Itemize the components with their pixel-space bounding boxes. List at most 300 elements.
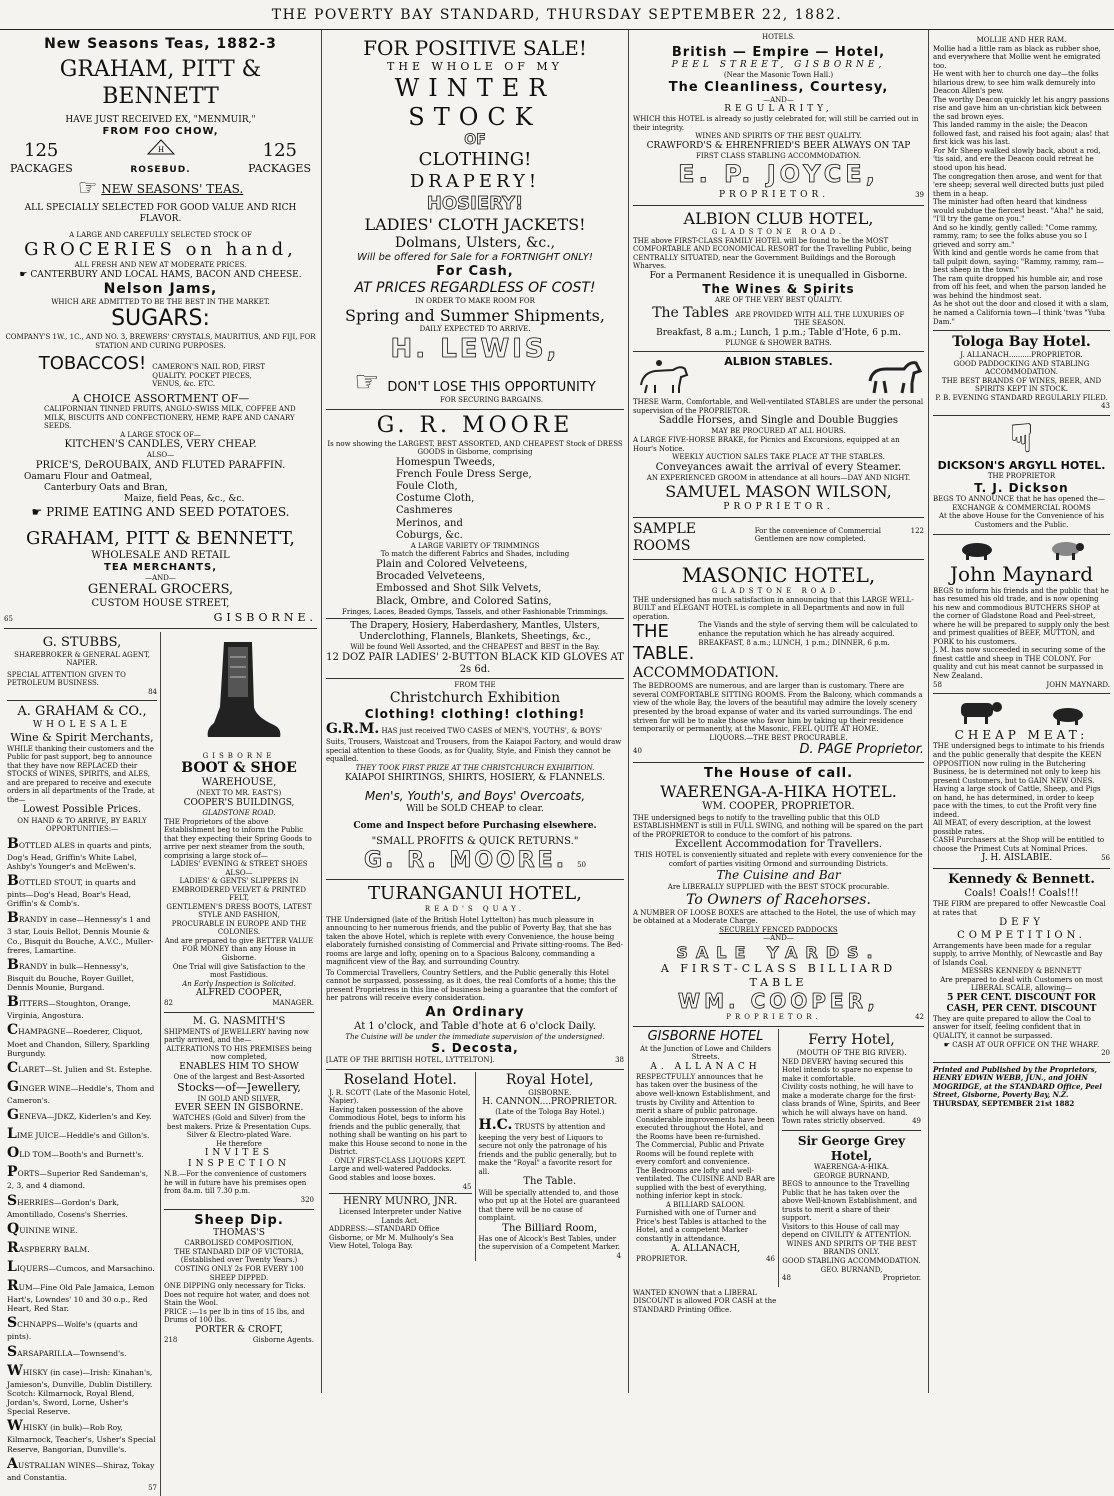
moore-match: To match the different Fabrics and Shades, including [380, 550, 570, 559]
gisborne-hotel-ad [633, 1029, 779, 1287]
boot-icon [194, 637, 284, 747]
list-item: CLARET—St. Julien and St. Estephe. [7, 1059, 153, 1076]
and-line: —AND— [145, 573, 176, 582]
house-call-liberally: Are LIBERALLY SUPPLIED with the BEST STOCK procurable. [667, 883, 890, 892]
svg-text:H: H [157, 145, 164, 154]
grey-text: BEGS to announce to the Travelling Public that he has taken over the above Well-known Establishment, and trusts to merit a share of their support. [782, 1180, 917, 1223]
tobaccos-heading: TOBACCOS! [38, 353, 147, 375]
albion-tables: The Tables [652, 304, 729, 321]
poem-stanza: And so he kindly, gently called: "Come rammy, rammy, ram; to see the folks abuse you so I grieved and sorry am." [933, 223, 1098, 249]
list-item: BRANDY in case—Hennessy's 1 and 3 star, Louis Bellot, Dennis Mounie & Co., Bisquit du Bouche, A.V.C., Muller-freres, Lamartine. [7, 910, 154, 955]
gisborne-hotel-bedrooms: The Bedrooms are lofty and well-ventilated. The CUISINE AND BAR are supplied with the best of everything, nothing inferior kept in stock. [636, 1166, 775, 1201]
british-wines: WINES AND SPIRITS OF THE BEST QUALITY. [695, 132, 862, 141]
poem-title: MOLLIE AND HER RAM. [976, 36, 1067, 44]
albion-text: THE above FIRST-CLASS FAMILY HOTEL will be found to be the MOST COMFORTABLE AND ECONOMICAL RESORT for the Travelling Public, being CENTRALLY SITUATED, near the Government Buildings and the Borough Wharves. [633, 236, 912, 271]
horse-and-rider-icon [633, 355, 693, 398]
boot-procurable: PROCURABLE IN EUROPE AND THE COLONIES. [171, 919, 307, 937]
royal-ad [476, 1072, 625, 1261]
list-item: Cashmeres [396, 505, 453, 517]
boot-gents: GENTLEMEN'S DRESS BOOTS, LATEST STYLE AND FASHION, [166, 902, 312, 920]
newspaper-page [0, 30, 1114, 1492]
lewis-drapery: DRAPERY! [409, 171, 541, 193]
nasmith-ad [164, 1013, 314, 1210]
ferry-nothing: Civility costs nothing, he will have to make a moderate charge for the first-class brands of Wine, Spirits, and Beer which he will always have on hand. [782, 1083, 921, 1117]
sample-name: SAMPLE ROOMS [633, 520, 696, 554]
turanganui-at: At 1 o'clock, and Table d'hote at 6 o'clock Daily. [354, 1020, 596, 1032]
moore-kaiapoi: KAIAPOI SHIRTINGS, SHIRTS, HOSIERY, & FLANNELS. [344, 772, 605, 783]
sheep-number: 218 [164, 1335, 178, 1344]
kennedy-text: THE FIRM are prepared to offer Newcastle Coal at rates that [933, 900, 1106, 917]
grey-place: WAERENGA-A-HIKA. [813, 1163, 890, 1172]
poem-stanza: Mollie had a little ram as black as rubber shoe, and everywhere that Mollie went he emigrated too. [933, 44, 1101, 70]
masonic-number: 40 [633, 747, 642, 756]
moore-from: FROM THE [454, 681, 496, 690]
house-call-situated: THIS HOTEL is conveniently situated and replete with every convenience for the comfort of parties visiting Ormond and surrounding Districts. [634, 851, 923, 868]
gisborne-hotel-saloon: A BILLIARD SALOON. [665, 1200, 746, 1209]
masonic-liquors: LIQUORS.—THE BEST PROCURABLE. [709, 733, 848, 742]
dickson-td: T. J. Dickson [974, 480, 1069, 495]
moore-name-2: G. R. MOORE. [364, 848, 568, 874]
albion-baths: PLUNGE & SHOWER BATHS. [725, 338, 832, 347]
wanted-known-ad: WANTED KNOWN that a LIBERAL DISCOUNT is allowed FOR CASH at the STANDARD Printing Office. [633, 1288, 777, 1314]
turanganui-cuisine: The Cuisine will be under the immediate supervision of the undersigned. [345, 1032, 605, 1041]
british-empire-ad [633, 42, 924, 206]
moore-come: Come and Inspect before Purchasing elsewhere. [353, 821, 597, 832]
list-item: BITTERS—Stoughton, Orange, Virginia, Angostura. [7, 994, 131, 1021]
ferry-text: NED DEVERY having secured this Hotel intends to spare no expense to make it comfortable. [782, 1057, 913, 1083]
british-clean: The Cleanliness, Courtesy, [668, 79, 889, 95]
gisborne-hotel-name: GISBORNE HOTEL [647, 1029, 764, 1045]
royal-late: (Late of the Tologa Bay Hotel.) [495, 1108, 605, 1117]
column-4 [929, 30, 1114, 1393]
tologa-paddocking: GOOD PADDOCKING AND STABLING ACCOMMODATION. [953, 359, 1090, 377]
list-item: BOTTLED ALES in quarts and pints, Dog's Head, Griffin's White Label, Ashby's Younger's and McEwen's. [7, 835, 152, 871]
packages-left: PACKAGES [10, 161, 73, 175]
tologa-bay-ad [933, 331, 1110, 416]
nasmith-gold: IN GOLD AND SILVER, [197, 1094, 281, 1103]
masonic-page: D. PAGE Proprietor. [799, 742, 924, 758]
imprint [933, 1063, 1110, 1109]
column-3 [629, 30, 929, 1393]
sheep-standard: THE STANDARD DIP OF VICTORIA, [174, 1247, 304, 1256]
gisborne-hotel-rooms: The Commercial, Public and Private Rooms will be found replete with every comfort and convenience. [636, 1141, 764, 1167]
hand-icon-2: ☛ [31, 505, 43, 519]
from-line: FROM FOO CHOW, [102, 125, 219, 137]
column-2 [322, 30, 629, 1393]
cheap-name: CHEAP MEAT: [954, 727, 1089, 742]
royal-town: GISBORNE. [528, 1088, 572, 1097]
turanganui-late: [LATE OF THE BRITISH HOTEL, LYTTELTON]. [326, 1056, 495, 1065]
agraham-wholesale: WHOLESALE [32, 720, 132, 731]
lewis-securing: FOR SECURING BARGAINS. [440, 396, 544, 405]
selected-line: ALL SPECIALLY SELECTED FOR GOOD VALUE AND RICH FLAVOR. [24, 202, 297, 224]
moore-assorted: Will be found Well Assorted, and the CHEAPEST and BEST in the Bay. [350, 643, 600, 652]
list-item: SHERRIES—Gordon's Dark, Amontillado, Cosens's Sherries. [7, 1192, 128, 1219]
boot-prepared: And are prepared to give BETTER VALUE FOR MONEY than any House in Gisborne. [164, 936, 314, 963]
oamaru-flour: Oamaru Flour and Oatmeal, [24, 472, 153, 483]
munro-name: HENRY MUNRO, JNR. [343, 1196, 458, 1208]
ferry-name: Ferry Hotel, [808, 1032, 895, 1049]
moore-sold: Will be SOLD CHEAP to clear. [406, 804, 544, 815]
tologa-number: 43 [1101, 402, 1110, 411]
masonic-name: MASONIC HOTEL, [681, 562, 876, 587]
cheap-text-2: Having a large stock of Cattle, Sheep, and Pigs on hand, he has determined, in order to keep pace with the times, to cut the Profit very fine indeed. [933, 785, 1101, 819]
munro-address: ADDRESS:—STANDARD Office Gisborne, or Mr M. Mulhooly's Sea View Hotel, Tologa Bay. [329, 1225, 454, 1251]
column-1 [0, 30, 322, 1492]
nasmith-stocks: Stocks—of—Jewellery, [177, 1081, 301, 1095]
grey-wines: WINES AND SPIRITS OF THE BEST BRANDS ONLY. [786, 1239, 917, 1257]
british-beer: CRAWFORD'S & EHRENFRIED'S BEER ALWAYS ON TAP [646, 140, 911, 151]
poem-stanza: This landed rammy in the aisle; the Deacon followed fast, and raised his foot again; alas! that first kick was his last. [933, 121, 1109, 147]
ferry-number: 49 [912, 1117, 921, 1126]
lewis-offered: Will be offered for Sale for a FORTNIGHT ONLY! [357, 251, 593, 263]
list-item: Brocaded Velveteens, [376, 571, 486, 583]
qty-left: 125 [24, 139, 59, 161]
grey-hotel-ad [782, 1131, 921, 1287]
tologa-name: Tologa Bay Hotel. [952, 334, 1091, 351]
stables-proprietor: PROPRIETOR. [723, 501, 834, 512]
maynard-jm: J. M. has now succeeded in securing some of the finest cattle and sheep in THE COLONY. For quality and cut his meat cannot be surpassed in New Zealand. [933, 646, 1106, 680]
cheap-cash: CASH Purchasers at the Shop will be entitled to choose the Primest Cuts at Nominal Prices. [933, 836, 1105, 853]
kennedy-deal: Are prepared to deal with Customers on most LIBERAL SCALE, allowing— [940, 975, 1103, 993]
agraham-name: A. GRAHAM & CO., [17, 704, 147, 720]
moore-gloves: 12 DOZ PAIR LADIES' 2-BUTTON BLACK KID GLOVES AT 2s 6d. [326, 651, 624, 675]
potatoes-line: PRIME EATING AND SEED POTATOES. [46, 505, 290, 519]
albion-breakfast: Breakfast, 8 a.m.; Lunch, 1 p.m.; Table d'Hote, 6 p.m. [656, 327, 901, 338]
cheap-text: THE undersigned begs to intimate to his friends and the public generally that despite the KEEN OPPOSITION now ruling in the Butchering Business, he is determined not only to keep his present Customers, but to GAIN NEW ONES. [933, 742, 1105, 785]
tologa-filed: P. B. EVENING STANDARD REGULARLY FILED. [935, 393, 1108, 402]
albion-name: ALBION CLUB HOTEL, [683, 208, 874, 228]
poem-stanza: He went with her to church one day—the folks hilarious drew, to see him walk demurely into Deacon Allen's pew. [933, 70, 1099, 96]
boot-early: An Early Inspection is Solicited. [182, 979, 296, 988]
turanganui-text-2: To Commercial Travellers, Country Settlers, and the Public generally this Hotel cannot be surpassed, possessing, as it does, the real Comforts of a home; this the present Proprietress in this line of business being a guarantee that the comfort of her patrons will receive every consideration. [326, 968, 618, 1003]
admitted-line: WHICH ARE ADMITTED TO BE THE BEST IN THE MARKET. [51, 297, 270, 306]
moore-name: G. R. MOORE [376, 412, 574, 438]
canterbury-oats: Canterbury Oats and Bran, [44, 483, 168, 494]
cow-icon [955, 697, 1003, 728]
nasmith-watches: WATCHES (Gold and Silver) from the best makers. Prize & Presentation Cups. Silver & Electro-plated Ware. [166, 1114, 312, 1140]
list-item: QUININE WINE. [7, 1220, 78, 1237]
ferry-town: Town rates strictly observed. [782, 1117, 886, 1126]
sheep-one: ONE DIPPING only necessary for Ticks. Does not require hot water, and does not Stain the Wool. [164, 1282, 310, 1308]
masonic-table-text: The Viands and the style of serving them will be calculated to enhance the reputation which he has already acquired. BREAKFAST, 8 a.m.; LUNCH, 1 p.m.; DINNER, 6 p.m. [698, 621, 918, 647]
british-stabling: FIRST CLASS STABLING ACCOMMODATION. [696, 151, 861, 160]
turanganui-text: THE Undersigned (late of the British Hotel Lyttelton) has much pleasure in announcing to her numerous friends, and the public of Poverty Bay, that she has taken the above Hotel, which is replete with every Convenience, the house being elaborately furnished consisting of Commercial and Private sitting-rooms. The Bed-rooms are large and lofty, opening on to a Spacious Balcony, commanding a magnificent view of the Bay, and surrounding Country. [326, 915, 623, 967]
kennedy-number: 20 [1101, 1049, 1110, 1058]
list-item: Plain and Colored Velveteens, [376, 558, 528, 570]
cheap-aislabie: J. H. AISLABIE. [981, 853, 1053, 864]
cheap-number: 56 [1101, 854, 1110, 863]
kitchen-candles: KITCHEN'S CANDLES, VERY CHEAP. [64, 439, 257, 451]
roseland-name: Roseland Hotel. [343, 1071, 457, 1088]
nasmith-largest: One of the largest and Best-Assorted [173, 1072, 305, 1081]
list-item: LIME JUICE—Heddle's and Gillon's. [7, 1126, 150, 1143]
boot-slippers: LADIES' & GENTS' SLIPPERS IN EMBROIDERED VELVET & PRINTED FELT, [172, 877, 306, 903]
dickson-exchange: EXCHANGE & COMMERCIAL ROOMS [952, 503, 1091, 512]
lewis-dolmans: Dolmans, Ulsters, &c., [394, 234, 556, 251]
kennedy-arrangements: Arrangements have been made for a regular supply, to arrive Monthly, of Newcastle and Bay of Islands Coal. [933, 941, 1103, 967]
dickson-ad [933, 416, 1110, 535]
agraham-on-hand: ON HAND & TO ARRIVE, BY EARLY OPPORTUNITIES:— [17, 816, 147, 834]
stables-saddle: Saddle Horses, and Single and Double Buggies [658, 415, 899, 427]
maynard-number: 58 [933, 680, 942, 689]
maize-peas: Maize, field Peas, &c., &c. [124, 494, 245, 505]
lewis-ladies: LADIES' CLOTH JACKETS! [364, 215, 586, 235]
moore-drapery: The Drapery, Hosiery, Haberdashery, Mantles, Ulsters, Underclothing, Flannels, Blankets, Sheetings, &c., [350, 621, 600, 643]
dickson-above: At the above House for the Convenience of his Customers and the Public. [939, 512, 1104, 530]
hand-icon: ☛ [19, 269, 28, 280]
grey-stabling: GOOD STABLING ACCOMMODATION. [782, 1256, 921, 1265]
stables-conveyances: Conveyances await the arrival of every Steamer. [655, 461, 902, 473]
large-stock-of: A LARGE STOCK OF— [120, 430, 201, 439]
albion-club-ad [633, 206, 924, 353]
sugars-heading: SUGARS: [111, 306, 210, 332]
list-item: RASPBERRY BALM. [7, 1239, 90, 1256]
stubbs-ad [7, 632, 157, 702]
agraham-list [7, 836, 157, 1482]
received-line: HAVE JUST RECEIVED EX, "MENMUIR," [65, 114, 256, 125]
moore-ad [326, 410, 624, 880]
royal-hc: H.C. [478, 1116, 513, 1133]
royal-text: TRUSTS by attention and keeping the very best of Liquors to secure not only the patronage of his friends and the public generally, but to make the "Royal" a favorite resort for all. [478, 1122, 617, 1176]
moore-clothing: Clothing! clothing! clothing! [364, 706, 586, 721]
packages-right: PACKAGES [248, 161, 311, 175]
moore-prize: THEY TOOK FIRST PRIZE AT THE CHRISTCHURCH EXHIBITION. [355, 763, 595, 772]
new-season-teas-heading: New Seasons Teas, 1882-3 [44, 36, 277, 52]
nasmith-alterations: ALTERATIONS TO HIS PREMISES being now completed, [166, 1044, 312, 1062]
gisborne-hotel-proprietor: PROPRIETOR. [636, 1254, 688, 1263]
stubbs-name: G. STUBBS, [42, 634, 122, 650]
roseland-ad [326, 1072, 476, 1261]
tobaccos-detail: CAMERON'S NAIL ROD, FIRST QUALITY. POCKET PIECES, VENUS, &c. ETC. [152, 363, 265, 389]
albion-stables-ad [633, 352, 924, 517]
agraham-lowest: Lowest Possible Prices. [22, 804, 142, 816]
gisborne-town: GISBORNE. [213, 610, 317, 624]
list-item: Foule Cloth, [396, 480, 458, 492]
boot-shoe-ad [164, 632, 314, 1013]
agraham-number: 57 [148, 1483, 157, 1492]
sheep-price: PRICE :—1s per lb in tins of 15 lbs, and Drums of 100 lbs. [164, 1307, 305, 1325]
lewis-order: IN ORDER TO MAKE ROOM FOR [415, 296, 535, 305]
sheep-carbolised: CARBOLISED COMPOSITION, [184, 1239, 294, 1248]
nasmith-number: 320 [300, 1196, 314, 1205]
tea-merchants: TEA MERCHANTS, [104, 561, 217, 573]
house-call-loose: A NUMBER OF LOOSE BOXES are attached to the Hotel, the use of which may be obtained at a Moderate Charge. [633, 908, 916, 926]
house-of-call-ad [633, 763, 924, 1027]
royal-table-text: Will be specially attended to, and those who put up at the Hotel are guaranteed that there will be no cause of complaint. [478, 1188, 620, 1223]
nasmith-ever: EVER SEEN IN GISBORNE. [174, 1103, 304, 1114]
custom-house-street: CUSTOM HOUSE STREET, [91, 598, 230, 610]
list-item: GENEVA—JDKZ, Kiderlen's and Key. [7, 1107, 152, 1124]
albion-tables-text: ARE PROVIDED WITH ALL THE LUXURIES OF THE SEASON. [735, 310, 905, 328]
maynard-text: BEGS to inform his friends and the public that he has resumed his old trade, and is now opening his new and commodious BUTCHERS SHOP at the corner of Gladstone Road and Peel-street, where he will be prepared to supply only the best and primest qualities of BEEF, MUTTON, and PORK to his customers. [933, 586, 1110, 646]
house-call-cooper: WM. COOPER, PROPRIETOR. [702, 801, 855, 813]
sheep-costing: COSTING ONLY 2s FOR EVERY 100 SHEEP DIPPED. [174, 1264, 304, 1282]
list-item: RUM—Fine Old Pale Jamaica, Lemon Hart's, Lowndes' 10 and 30 o.p., Red Heart, Red Star. [7, 1278, 155, 1314]
sugars-detail: COMPANY'S 1W., 1C., AND NO. 3, BREWERS' CRYSTALS, MAURITIUS, AND FIJI, FOR STATION AND CURING PURPOSES. [5, 333, 316, 350]
nelson-jams: Nelson Jams, [103, 280, 218, 297]
qty-right: 125 [262, 139, 297, 161]
list-item: Black, Ombre, and Colored Satins, [376, 595, 552, 607]
turanganui-ad [326, 880, 624, 1070]
boot-also: ALSO— [225, 868, 253, 877]
hotels-heading: HOTELS. [761, 33, 796, 41]
joyce-proprietor: PROPRIETOR. [718, 189, 830, 200]
list-item: LIQUERS—Cumcos, and Marsachino. [7, 1258, 155, 1275]
lewis-sale: FOR POSITIVE SALE! [363, 36, 587, 60]
british-number: 39 [915, 190, 924, 199]
boot-manager: MANAGER. [272, 999, 314, 1008]
house-call-paddocks: SECURELY FENCED PADDOCKS [719, 925, 838, 934]
kennedy-discount: 5 PER CENT. DISCOUNT FOR CASH, PER CENT. DISCOUNT [946, 992, 1097, 1014]
list-item: AUSTRALIAN WINES—Shiraz, Tokay and Constantia. [7, 1455, 155, 1482]
stubbs-title: SHAREBROKER & GENERAL AGENT, NAPIER. [14, 650, 150, 668]
british-regularity: REGULARITY, [724, 104, 833, 115]
ferry-mouth: (MOUTH OF THE BIG RIVER). [796, 1049, 907, 1058]
agraham-intro: WHILE thanking their customers and the Public for past support, beg to announce that they have now REPLACED their STOCKS of WINES, SPIRITS, and ALES, and are prepared to receive and execute orders in all departments of the Trade, at the— [7, 744, 155, 804]
large-stock-line: A LARGE AND CAREFULLY SELECTED STOCK OF [69, 230, 252, 239]
albion-best: ARE OF THE VERY BEST QUALITY. [714, 296, 843, 305]
grey-number: 48 [782, 1274, 791, 1283]
moore-goods-list [326, 457, 624, 542]
masonic-road: GLADSTONE ROAD. [711, 587, 846, 596]
choice-heading: A CHOICE ASSORTMENT OF— [71, 391, 250, 405]
poem-mollie [933, 33, 1110, 331]
lewis-spring: Spring and Summer Shipments, [345, 305, 605, 325]
nasmith-name: M. G. NASMITH'S [192, 1015, 286, 1027]
moore-showing: Is now showing the LARGEST, BEST ASSORTED, AND CHEAPEST Stock of DRESS GOODS in Gisborne, comprising [327, 439, 623, 457]
sample-text: For the convenience of Commercial Gentlemen are now completed. [754, 526, 881, 544]
munro-interpreter: Licensed Interpreter under Native Lands Act. [338, 1208, 462, 1225]
british-and: —AND— [763, 95, 794, 104]
list-item: BRANDY in bulk—Hennessy's, Bisquit du Bouche, Royer Guillet, Dennis Mounie, Burgand. [7, 956, 134, 993]
list-item: SARSAPARILLA—Townsend's. [7, 1343, 127, 1360]
house-call-name: The House of call. [703, 766, 854, 781]
royal-number: 4 [616, 1251, 621, 1260]
house-call-cooper-2: WM. COOPER, [678, 989, 879, 1014]
lewis-name: H. LEWIS, [390, 333, 560, 364]
moore-grm: G.R.M. [326, 721, 380, 738]
pointing-hand-icon-large: ☞ [354, 365, 380, 399]
poem-stanza: As he shot out the door and closed it with a slam, he named a California town—I think 'twas "Yuba Dam." [933, 300, 1109, 326]
also-line: ALSO— [146, 451, 175, 460]
lewis-cash: For Cash, [436, 264, 514, 280]
roseland-paddocks: Large and well-watered Paddocks. Good stables and loose boxes. [329, 1165, 452, 1182]
royal-name: Royal Hotel, [505, 1071, 594, 1088]
list-item: French Foule Dress Serge, [396, 468, 532, 480]
maynard-ad [933, 535, 1110, 695]
tologa-allanach: J. ALLANACH..........PROPRIETOR. [960, 351, 1083, 360]
poem-stanza: The ram quite dropped his humble air, and rose from off his feet, and when the parson landed he was behind the hindmost seat. [933, 274, 1107, 300]
boot-number: 82 [164, 999, 173, 1008]
graham-pitt-bennett-ad [4, 33, 317, 629]
boot-warehouse: WAREHOUSE, [201, 777, 277, 789]
lewis-prices: AT PRICES REGARDLESS OF COST! [354, 279, 596, 296]
moore-trimmings: A LARGE VARIETY OF TRIMMINGS [410, 541, 540, 550]
masonic-table: THE TABLE. [633, 621, 695, 665]
lewis-clothing: CLOTHING! [418, 149, 532, 171]
hand-pointing-down-icon: ☟ [1009, 415, 1034, 462]
boot-text: THE Proprietors of the above Establishment beg to inform the Public that they expecting their Spring Goods to arrive per next steamer from the south, comprising a large stock of— [164, 817, 312, 860]
groceries-heading: GROCERIES on hand, [24, 239, 297, 261]
sheep-established: (Established over Twenty Years.) [180, 1256, 298, 1265]
turanganui-number: 38 [615, 1056, 624, 1065]
agraham-ad [7, 701, 157, 1496]
list-item: Coburgs, &c. [396, 529, 463, 541]
gisborne-hotel-number: 46 [766, 1254, 775, 1263]
boot-next: (NEXT TO MR. EAST'S) [196, 789, 282, 798]
list-item: WHISKY (in bulk)—Rob Roy, Kilmarnock, Teacher's, Usher's Special Reserve, Bangorian, Dunville's. [7, 1418, 156, 1454]
lewis-daily: DAILY EXPECTED TO ARRIVE. [419, 325, 531, 334]
turanganui-quay: READ'S QUAY. [424, 905, 526, 913]
british-text: WHICH this HOTEL is already so justly celebrated for, will still be carried out in their integrity. [633, 115, 919, 132]
nasmith-enables: ENABLES HIM TO SHOW [179, 1061, 299, 1072]
list-item: GINGER WINE—Heddle's, Thom and Cameron's. [7, 1078, 155, 1105]
sample-rooms-ad [633, 518, 924, 560]
masonic-text: THE undersigned has much satisfaction in announcing that this LARGE WELL-BUILT and ELEGANT HOTEL is complete in all Departments and now in full operation. [633, 595, 914, 621]
lewis-of: OF [464, 132, 486, 149]
british-name: British — Empire — Hotel, [671, 44, 886, 60]
stables-groom: AN EXPERIENCED GROOM in attendance at all hours—DAY AND NIGHT. [646, 473, 911, 482]
house-call-hotel: WAERENGA-A-HIKA HOTEL. [660, 781, 897, 801]
boot-ladies: LADIES' EVENING & STREET SHOES [170, 860, 308, 869]
maynard-name: John Maynard [949, 562, 1094, 587]
roseland-scott: J. R. SCOTT (Late of the Masonic Hotel, Napier). [329, 1088, 471, 1106]
grey-proprietor: Proprietor. [882, 1274, 921, 1283]
boot-town: GISBORNE [202, 751, 276, 760]
turanganui-name: TURANGANUI HOTEL, [368, 883, 582, 905]
cheap-meat-ad [933, 694, 1110, 869]
nasmith-text: SHIPMENTS of JEWELLERY having now partly arrived, and the— [164, 1027, 309, 1045]
cheap-text-3: All MEAT, of every description, at the lowest possible rates. [933, 819, 1091, 836]
new-teas: NEW SEASONS' TEAS. [101, 181, 244, 196]
wholesale-retail: WHOLESALE AND RETAIL [91, 549, 230, 561]
fresh-line: ALL FRESH AND NEW AT MODERATE PRICES. [74, 261, 247, 270]
sheep-dip-title: Sheep Dip. [194, 1212, 284, 1228]
list-item: BOTTLED STOUT, in quarts and pints—Dog's Head, Boar's Head, Griffin's & Comb's. [7, 873, 136, 909]
kennedy-messrs: MESSRS KENNEDY & BENNETT [961, 967, 1082, 976]
royal-cannon: H. CANNON....PROPRIETOR. [482, 1097, 618, 1108]
hand-icon-3: ☛ [943, 1040, 951, 1049]
roseland-number: 45 [462, 1182, 472, 1191]
boot-road: GLADSTONE ROAD. [202, 808, 276, 817]
house-call-number: 42 [915, 1013, 924, 1022]
albion-wines: The Wines & Spirits [702, 281, 855, 296]
lewis-hosiery: HOSIERY! [426, 193, 524, 215]
british-near: (Near the Masonic Town Hall.) [723, 71, 834, 80]
list-item: Merinos, and [396, 517, 463, 529]
list-item: WHISKY (in case)—Irish: Kinahan's, Jamieson's, Dunville, Dublin Distillery. Scotch: Kilmarnock, Royal Blend, Jordan's, Sword, Lorne, Usher's Special Reserve. [7, 1362, 153, 1417]
list-item: PORTS—Superior Red Sandeman's, 2, 3, and 4 diamond. [7, 1164, 149, 1191]
albion-road: GLADSTONE ROAD. [711, 228, 846, 237]
grey-burnand: GEORGE BURNAND, [813, 1171, 890, 1180]
imprint-date: THURSDAY, SEPTEMBER 21st 1882 [933, 1098, 1075, 1108]
stables-procured: MAY BE PROCURED AT ALL HOURS. [711, 427, 846, 436]
house-call-excellent: Excellent Accommodation for Travellers. [674, 839, 883, 851]
pig-icon [957, 538, 997, 563]
tent-icon [146, 138, 176, 159]
moore-small: "SMALL PROFITS & QUICK RETURNS." [371, 836, 579, 848]
lewis-dont: DON'T LOSE THIS OPPORTUNITY [387, 380, 596, 396]
house-call-cuisine: The Cuisine and Bar [716, 868, 841, 883]
agraham-merchants: Wine & Spirit Merchants, [10, 731, 154, 745]
horse-icon [864, 355, 924, 398]
house-call-and: —AND— [763, 934, 794, 943]
general-grocers: GENERAL GROCERS, [87, 582, 234, 598]
stables-brake: A LARGE FIVE-HORSE BRAKE, for Picnics and Excursions, equipped at an Hour's Notice. [633, 435, 900, 453]
ad-number: 65 [4, 614, 13, 623]
sheep-porter: PORTER & CROFT, [195, 1324, 283, 1335]
